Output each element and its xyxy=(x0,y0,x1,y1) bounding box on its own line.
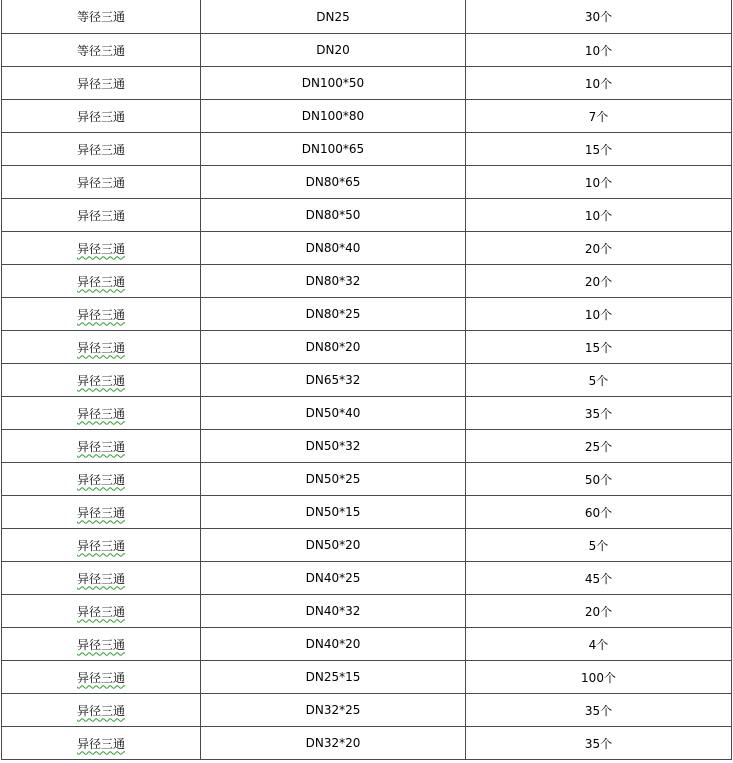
quantity-cell xyxy=(466,265,732,298)
quantity-cell xyxy=(466,166,732,199)
spec-cell xyxy=(201,298,466,331)
spec-text: DN32*20 xyxy=(305,736,361,750)
spec-cell xyxy=(201,100,466,133)
spec-cell xyxy=(201,265,466,298)
table-row xyxy=(2,133,732,166)
spec-cell xyxy=(201,562,466,595)
fitting-name-text: 异径三通 xyxy=(76,439,125,454)
fitting-name-text: 异径三通 xyxy=(76,208,125,223)
table-row xyxy=(2,199,732,232)
fitting-name-cell xyxy=(2,166,201,199)
quantity-cell xyxy=(466,661,732,694)
fitting-name-cell xyxy=(2,661,201,694)
spec-text: DN50*25 xyxy=(305,472,361,486)
fitting-name-text: 异径三通 xyxy=(76,670,125,685)
spec-cell xyxy=(201,232,466,265)
fitting-name-cell xyxy=(2,133,201,166)
quantity-text: 5个 xyxy=(588,538,609,553)
spec-cell xyxy=(201,496,466,529)
spec-cell xyxy=(201,0,466,34)
spec-cell xyxy=(201,727,466,760)
fitting-name-cell xyxy=(2,727,201,760)
table-row xyxy=(2,0,732,34)
spec-text: DN80*20 xyxy=(305,340,361,354)
quantity-cell xyxy=(466,331,732,364)
fitting-name-cell xyxy=(2,331,201,364)
table-row xyxy=(2,331,732,364)
quantity-cell xyxy=(466,562,732,595)
quantity-text: 50个 xyxy=(584,472,613,487)
quantity-text: 20个 xyxy=(584,241,613,256)
quantity-text: 35个 xyxy=(584,736,613,751)
table-row xyxy=(2,265,732,298)
quantity-text: 100个 xyxy=(581,670,616,685)
quantity-text: 7个 xyxy=(588,109,609,124)
table-row xyxy=(2,364,732,397)
spec-text: DN80*40 xyxy=(305,241,361,255)
fitting-name-text: 异径三通 xyxy=(76,340,125,355)
spec-cell xyxy=(201,166,466,199)
table-row xyxy=(2,595,732,628)
fittings-table xyxy=(1,0,732,760)
fitting-name-cell xyxy=(2,67,201,100)
quantity-cell xyxy=(466,67,732,100)
spec-text: DN100*50 xyxy=(301,76,365,90)
quantity-cell xyxy=(466,0,732,34)
fitting-name-text: 异径三通 xyxy=(76,373,125,388)
fitting-name-text: 异径三通 xyxy=(76,571,125,586)
fitting-name-text: 异径三通 xyxy=(76,142,125,157)
spec-text: DN40*25 xyxy=(305,571,361,585)
quantity-cell xyxy=(466,100,732,133)
quantity-cell xyxy=(466,34,732,67)
quantity-text: 10个 xyxy=(584,76,613,91)
quantity-text: 10个 xyxy=(584,43,613,58)
quantity-text: 10个 xyxy=(584,208,613,223)
spec-text: DN50*15 xyxy=(305,505,361,519)
table-row xyxy=(2,727,732,760)
fitting-name-text: 异径三通 xyxy=(76,274,125,289)
spec-text: DN100*65 xyxy=(301,142,365,156)
fitting-name-cell xyxy=(2,265,201,298)
fitting-name-text: 等径三通 xyxy=(76,10,125,24)
quantity-text: 15个 xyxy=(584,340,613,355)
fitting-name-text: 异径三通 xyxy=(76,109,125,124)
quantity-cell xyxy=(466,430,732,463)
fitting-name-cell xyxy=(2,562,201,595)
quantity-cell xyxy=(466,232,732,265)
spec-cell xyxy=(201,463,466,496)
spec-cell xyxy=(201,595,466,628)
quantity-text: 25个 xyxy=(584,439,613,454)
table-row xyxy=(2,67,732,100)
table-body xyxy=(2,0,732,760)
spec-cell xyxy=(201,661,466,694)
table-row xyxy=(2,661,732,694)
quantity-cell xyxy=(466,595,732,628)
spec-cell xyxy=(201,34,466,67)
spec-text: DN50*32 xyxy=(305,439,361,453)
quantity-text: 4个 xyxy=(588,637,609,652)
quantity-text: 45个 xyxy=(584,571,613,586)
fitting-name-cell xyxy=(2,232,201,265)
table-row xyxy=(2,430,732,463)
table-row xyxy=(2,562,732,595)
quantity-text: 35个 xyxy=(584,406,613,421)
spec-cell xyxy=(201,67,466,100)
quantity-text: 20个 xyxy=(584,274,613,289)
spec-text: DN80*65 xyxy=(305,175,361,189)
fitting-name-cell xyxy=(2,397,201,430)
fitting-name-text: 异径三通 xyxy=(76,736,125,751)
fitting-name-cell xyxy=(2,463,201,496)
fitting-name-text: 异径三通 xyxy=(76,406,125,421)
spec-text: DN40*20 xyxy=(305,637,361,651)
quantity-cell xyxy=(466,133,732,166)
spec-cell xyxy=(201,694,466,727)
spec-cell xyxy=(201,628,466,661)
spec-text: DN80*32 xyxy=(305,274,361,288)
quantity-cell xyxy=(466,529,732,562)
quantity-cell xyxy=(466,364,732,397)
table-row xyxy=(2,34,732,67)
fitting-name-cell xyxy=(2,694,201,727)
fitting-name-cell xyxy=(2,199,201,232)
table-row xyxy=(2,628,732,661)
spec-cell xyxy=(201,430,466,463)
spec-text: DN100*80 xyxy=(301,109,365,123)
quantity-cell xyxy=(466,463,732,496)
fitting-name-cell xyxy=(2,628,201,661)
fitting-name-cell xyxy=(2,298,201,331)
quantity-text: 10个 xyxy=(584,307,613,322)
fitting-name-text: 异径三通 xyxy=(76,175,125,190)
spec-text: DN40*32 xyxy=(305,604,361,618)
spec-text: DN32*25 xyxy=(305,703,361,717)
fitting-name-cell xyxy=(2,100,201,133)
quantity-text: 35个 xyxy=(584,703,613,718)
quantity-cell xyxy=(466,694,732,727)
fitting-name-cell xyxy=(2,430,201,463)
fitting-name-text: 异径三通 xyxy=(76,538,125,553)
quantity-cell xyxy=(466,298,732,331)
fitting-name-text: 等径三通 xyxy=(76,43,125,58)
spec-text: DN25*15 xyxy=(305,670,361,684)
fitting-name-cell xyxy=(2,364,201,397)
quantity-cell xyxy=(466,727,732,760)
quantity-text: 60个 xyxy=(584,505,613,520)
fitting-name-cell xyxy=(2,496,201,529)
fitting-name-cell xyxy=(2,0,201,34)
spec-cell xyxy=(201,364,466,397)
fitting-name-text: 异径三通 xyxy=(76,241,125,256)
quantity-text: 20个 xyxy=(584,604,613,619)
fitting-name-text: 异径三通 xyxy=(76,637,125,652)
quantity-text: 5个 xyxy=(588,373,609,388)
table-row xyxy=(2,397,732,430)
quantity-cell xyxy=(466,496,732,529)
spec-text: DN25 xyxy=(316,9,350,24)
fitting-name-text: 异径三通 xyxy=(76,604,125,619)
spec-text: DN50*20 xyxy=(305,538,361,552)
fitting-name-cell xyxy=(2,595,201,628)
quantity-text: 30个 xyxy=(584,10,613,24)
quantity-cell xyxy=(466,628,732,661)
spec-cell xyxy=(201,331,466,364)
spec-text: DN50*40 xyxy=(305,406,361,420)
spec-text: DN80*50 xyxy=(305,208,361,222)
table-row xyxy=(2,529,732,562)
quantity-cell xyxy=(466,397,732,430)
fitting-name-text: 异径三通 xyxy=(76,76,125,91)
spec-cell xyxy=(201,133,466,166)
fitting-name-text: 异径三通 xyxy=(76,307,125,322)
quantity-cell xyxy=(466,199,732,232)
table-row xyxy=(2,166,732,199)
spec-cell xyxy=(201,529,466,562)
spec-cell xyxy=(201,199,466,232)
table-row xyxy=(2,232,732,265)
spec-text: DN20 xyxy=(316,43,350,57)
table-row xyxy=(2,463,732,496)
table-row xyxy=(2,100,732,133)
fitting-name-cell xyxy=(2,34,201,67)
table-row xyxy=(2,496,732,529)
quantity-text: 15个 xyxy=(584,142,613,157)
fitting-name-text: 异径三通 xyxy=(76,703,125,718)
quantity-text: 10个 xyxy=(584,175,613,190)
fitting-name-text: 异径三通 xyxy=(76,505,125,520)
spec-text: DN80*25 xyxy=(305,307,361,321)
fitting-name-cell xyxy=(2,529,201,562)
fitting-name-text: 异径三通 xyxy=(76,472,125,487)
table-row xyxy=(2,298,732,331)
table-row xyxy=(2,694,732,727)
spec-text: DN65*32 xyxy=(305,373,361,387)
spec-cell xyxy=(201,397,466,430)
